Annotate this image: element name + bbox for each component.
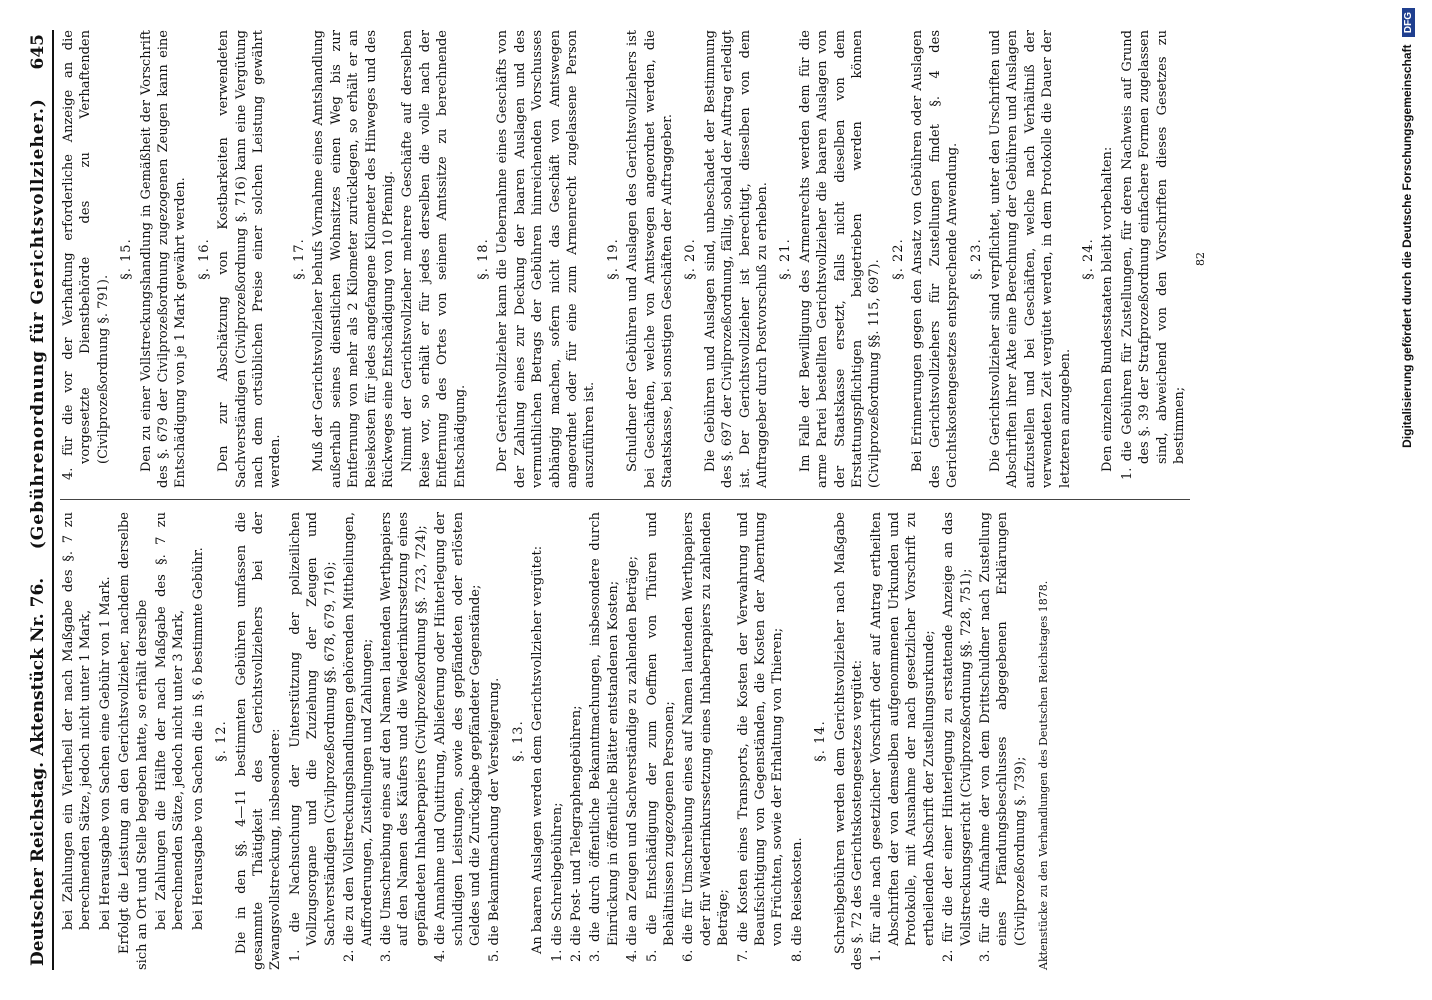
paragraph: Den zur Abschätzung von Kostbarkeiten verwendeten Sachverständigen (Civilprozeßordnung §. 716) kann eine Vergütung nach dem ortsüblichen Preise einer solchen Leistung gewährt werden. xyxy=(216,30,284,488)
dfg-logo: DFG xyxy=(1402,8,1415,37)
section-heading: §. 24. xyxy=(1080,238,1096,280)
left-column xyxy=(60,512,1210,970)
section-heading: §. 15. xyxy=(119,238,135,280)
list-item: 2. für die der einer Hinterlegung zu erstattende Anzeige an das Vollstreckungsgericht (Civilprozeßordnung §§. 728, 751); xyxy=(941,512,974,962)
list-item: 2. die Post- und Telegraphengebühren; xyxy=(568,705,584,962)
page-number: 645 xyxy=(28,34,48,70)
section-heading: §. 16. xyxy=(196,238,212,280)
footnote: Aktenstücke zu den Verhandlungen des Deutschen Reichstages 1878. xyxy=(1037,580,1051,970)
digitization-credit xyxy=(1400,0,1415,1000)
section-heading: §. 14. xyxy=(813,720,829,762)
paragraph: bei Herausgabe von Sachen die in §. 6 bestimmte Gebühr. xyxy=(190,547,206,930)
paragraph: Die Gebühren und Auslagen sind, unbeschadet der Bestimmung des §. 697 der Civilprozeßordnung, fällig, sobald der Auftrag erledigt ist. Der Gerichtsvollzieher ist berechtigt, dieselben von dem Auftraggeber durch Postvorschuß zu erheben. xyxy=(702,30,771,488)
list-item: 3. für die Aufnahme der von dem Drittschuldner nach Zustellung eines Pfändungsbeschlusses abgegebenen Erklärungen (Civilprozeßordnung §. 739); xyxy=(977,512,1028,962)
list-item: 3. die Umschreibung eines auf den Namen lautenden Werthpapiers auf den Namen des Käufers und die Wiederinkurssetzung eines gepfändeten Inhaberpapiers (Civilprozeßordnung §§. 723, 724); xyxy=(378,512,429,962)
list-item: 7. die Kosten eines Transports, die Kosten der Verwahrung und Beaufsichtigung von Gegenständen, die Kosten der Aberntung von Früchten, sowie der Erhaltung von Thieren; xyxy=(735,512,786,962)
section-heading: §. 22. xyxy=(890,238,906,280)
section-heading: §. 18. xyxy=(475,238,491,280)
header-title: (Gebührenordnung für Gerichtsvollzieher.) xyxy=(28,98,48,550)
list-item: 3. die durch öffentliche Bekanntmachungen, insbesondere durch Einrückung in öffentliche Blätter entstandenen Kosten; xyxy=(588,512,621,962)
list-item: 1. für alle nach gesetzlicher Vorschrift oder auf Antrag ertheilten Abschriften der von demselben aufgenommenen Urkunden und Protokolle, mit Ausnahme der nach gesetzlicher Vorschrift zu ertheilenden Abschrift der Zustellungsurkunde; xyxy=(869,512,937,962)
list-item: 6. die für Umschreibung eines auf Namen lautenden Werthpapiers oder für Wiederinkurssetzung eines Inhaberpapiers zu zahlenden Beträge; xyxy=(681,512,732,962)
list-item: 2. die zu den Vollstreckungshandlungen gehörenden Mittheilungen, Aufforderungen, Zustellungen und Zahlungen; xyxy=(342,512,375,962)
list-item: 8. die Reisekosten. xyxy=(789,837,805,962)
credit-text: Digitalisierung gefördert durch die Deutsche Forschungsgemeinschaft xyxy=(1400,44,1414,448)
list-item: 1. die Schreibgebühren; xyxy=(549,802,565,962)
paragraph: bei Zahlungen ein Viertheil der nach Maßgabe des §. 7 zu berechnenden Sätze, jedoch nicht unter 1 Mark, xyxy=(61,512,94,930)
paragraph: Bei Erinnerungen gegen den Ansatz von Gebühren oder Auslagen des Gerichtsvollziehers für Zustellungen findet §. 4 des Gerichtskostengesetzes entsprechende Anwendung. xyxy=(910,30,961,488)
list-item: 5. die Bekanntmachung der Versteigerung. xyxy=(487,677,503,962)
section-heading: §. 23. xyxy=(968,238,984,280)
section-heading: §. 21. xyxy=(778,238,794,280)
paragraph: Im Falle der Bewilligung des Armenrechts werden dem für die arme Partei bestellten Gerichtsvollzieher die baaren Auslagen von der Staatskasse ersetzt, falls nicht dieselben von dem Erstattungspflichtigen beigetrieben werden können (Civilprozeßordnung §§. 115, 697). xyxy=(797,30,883,488)
list-item: 1. die Gebühren für Zustellungen, für deren Nachweis auf Grund des §. 39 der Strafprozeßordnung einfachere Formen zugelassen sind, abweichend von den Vorschriften dieses Gesetzes zu bestimmen; xyxy=(1119,30,1187,480)
paragraph: An baaren Auslagen werden dem Gerichtsvollzieher vergütet: xyxy=(530,545,546,954)
paragraph: Schreibgebühren werden dem Gerichtsvollzieher nach Maßgabe des §. 72 des Gerichtskostengesetzes vergütet: xyxy=(832,512,866,970)
section-heading: §. 17. xyxy=(291,238,307,280)
list-item: 4. die an Zeugen und Sachverständige zu zahlenden Beträge; xyxy=(625,555,641,962)
paragraph: Erfolgt die Leistung an den Gerichtsvollzieher, nachdem derselbe sich an Ort und Stelle begeben hatte, so erhält derselbe xyxy=(117,512,150,970)
paragraph: Nimmt der Gerichtsvollzieher mehrere Geschäfte auf derselben Reise vor, so erhält er für jedes derselben die volle nach der Entfernung des Ortes von seinem Amtssitze zu berechnende Entschädigung. xyxy=(400,30,468,488)
list-item: 4. die Annahme und Quittirung, Ablieferung oder Hinterlegung der schuldigen Leistungen, sowie des gepfändeten oder erlösten Geldes und die Zurückgabe gepfändeter Gegenstände; xyxy=(433,512,483,962)
list-item: 5. die Entschädigung der zum Oeffnen von Thüren und Behältnissen zugezogenen Personen; xyxy=(644,512,677,962)
paragraph: Die Gerichtsvollzieher sind verpflichtet, unter den Urschriften und Abschriften ihrer Akte eine Berechnung der Gebühren und Auslagen aufzustellen und bei Geschäften, welche nach Verhältniß der verwendeten Zeit vergütet werden, in dem Protokolle die Dauer der letzteren anzugeben. xyxy=(987,30,1073,488)
paragraph: Den einzelnen Bundesstaaten bleibt vorbehalten: xyxy=(1100,146,1116,472)
paragraph: bei Zahlungen die Hälfte der nach Maßgabe des §. 7 zu berechnenden Sätze, jedoch nicht unter 3 Mark, xyxy=(154,512,187,930)
header-left: Deutscher Reichstag. Aktenstück Nr. 76. xyxy=(28,577,48,966)
list-item: 1. die Nachsuchung der Unterstützung der polizeilichen Vollzugsorgane und die Zuziehung der Zeugen und Sachverständigen (Civilprozeßordnung §§. 678, 679, 716); xyxy=(287,512,338,962)
paragraph: Der Gerichtsvollzieher kann die Uebernahme eines Geschäfts von der Zahlung eines zur Deckung der baaren Auslagen und des vermuthlichen Betrags der Gebühren hinreichenden Vorschusses abhängig machen, sofern nicht das Geschäft von Amtswegen angeordnet oder für eine zum Armenrecht zugelassene Person auszuführen ist. xyxy=(495,30,598,488)
section-heading: §. 12. xyxy=(214,720,230,762)
paragraph: Die in den §§. 4—11 bestimmten Gebühren umfassen die gesammte Thätigkeit des Gerichtsvollziehers bei der Zwangsvollstreckung, insbesondere: xyxy=(233,512,284,970)
section-heading: §. 20. xyxy=(683,238,699,280)
section-heading: §. 19. xyxy=(605,238,621,280)
list-item: 4. für die vor der Verhaftung erforderliche Anzeige an die vorgesetzte Dienstbehörde des zu Verhaftenden (Civilprozeßordnung §. 791). xyxy=(61,30,111,480)
paragraph: Den zu einer Vollstreckungshandlung in Gemäßheit der Vorschrift des §. 679 der Civilprozeßordnung zugezogenen Zeugen kann eine Entschädigung von je 1 Mark gewährt werden. xyxy=(138,30,189,488)
paragraph: Schuldner der Gebühren und Auslagen des Gerichtsvollziehers ist bei Geschäften, welche von Amtswegen angeordnet werden, die Staatskasse, bei sonstigen Geschäften der Auftraggeber. xyxy=(625,30,675,488)
section-heading: §. 13. xyxy=(510,720,526,762)
page-header xyxy=(28,30,54,970)
paragraph: bei Herausgabe von Sachen eine Gebühr von 1 Mark. xyxy=(97,576,113,930)
text-columns xyxy=(60,30,1210,970)
paragraph: Muß der Gerichtsvollzieher behufs Vornahme eines Amtshandlung außerhalb seines dienstlichen Wohnsitzes einen Weg bis zur Entfernung von mehr als 2 Kilometer zurücklegen, so erhält er an Reisekosten für jedes angefangene Kilometer des Hinweges und des Rückweges eine Entschädigung von 10 Pfennig. xyxy=(311,30,396,488)
signature-mark: 82 xyxy=(1194,252,1208,266)
right-column xyxy=(60,30,1210,488)
